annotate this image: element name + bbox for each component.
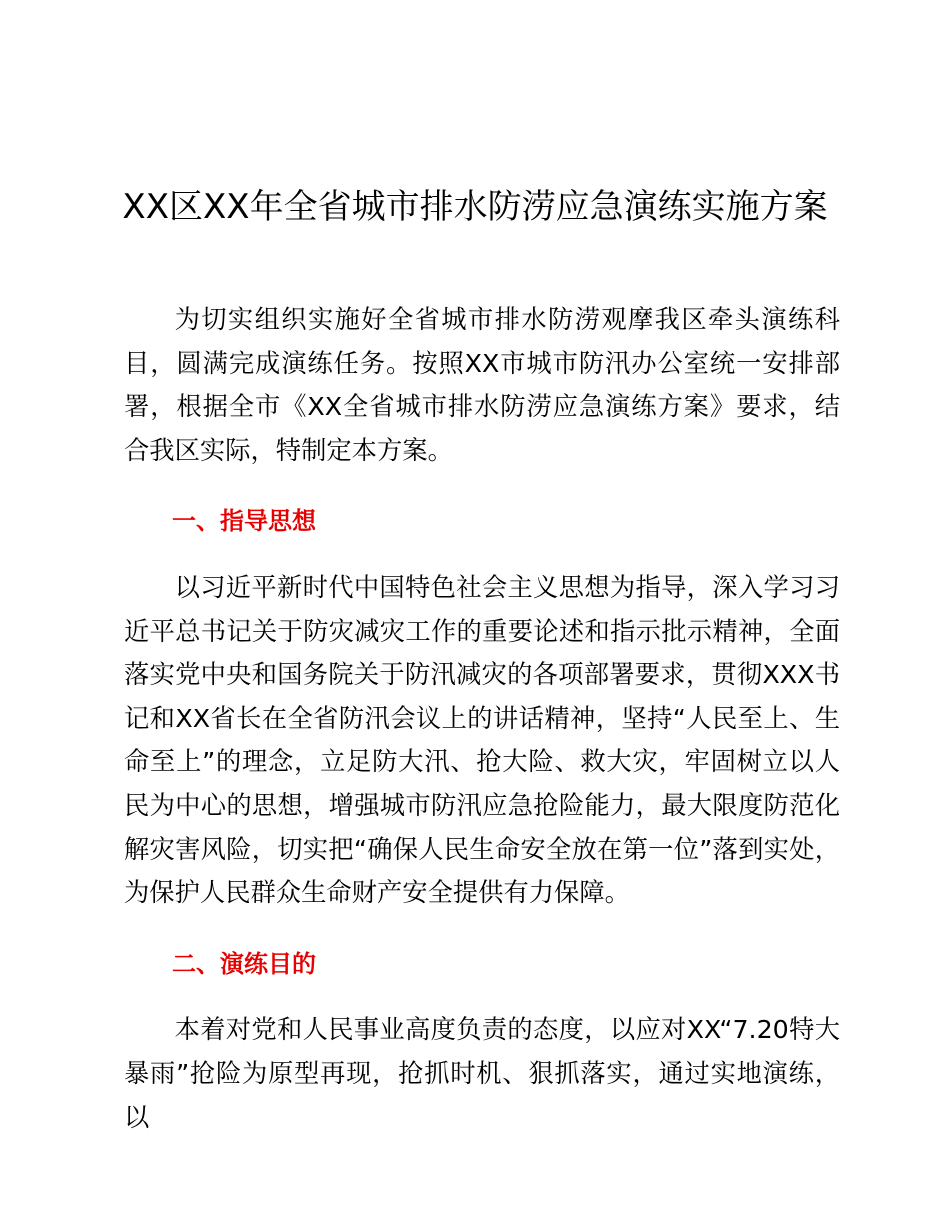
intro-paragraph: 为切实组织实施好全省城市排水防涝观摩我区牵头演练科目，圆满完成演练任务。按照XX市城市防汛办公室统一安排部署，根据全市《XX全省城市排水防涝应急演练方案》要求，结合我区实际，特制定本方案。 (124, 305, 840, 465)
document-title: XX区XX年全省城市排水防涝应急演练实施方案 (122, 187, 828, 227)
section-body-guiding-thought: 以习近平新时代中国特色社会主义思想为指导，深入学习习近平总书记关于防灾减灾工作的重要论述和指示批示精神，全面落实党中央和国务院关于防汛减灾的各项部署要求，贯彻XXX书记和XX省长在全省防汛会议上的讲话精神，坚持“人民至上、生命至上”的理念，立足防大汛、抢大险、救大灾，牢固树立以人民为中心的思想，增强城市防汛应急抢险能力，最大限度防范化解灾害风险，切实把“确保人民生命安全放在第一位”落到实处，为保护人民群众生命财产安全提供有力保障。 (124, 572, 840, 908)
section-heading-guiding-thought: 一、指导思想 (172, 507, 316, 536)
section-body-drill-purpose: 本着对党和人民事业高度负责的态度，以应对XX“7.20特大暴雨”抢险为原型再现，抢抓时机、狠抓落实，通过实地演练，以 (124, 1015, 840, 1132)
section-heading-drill-purpose: 二、演练目的 (172, 949, 316, 978)
document-body (124, 298, 840, 1139)
